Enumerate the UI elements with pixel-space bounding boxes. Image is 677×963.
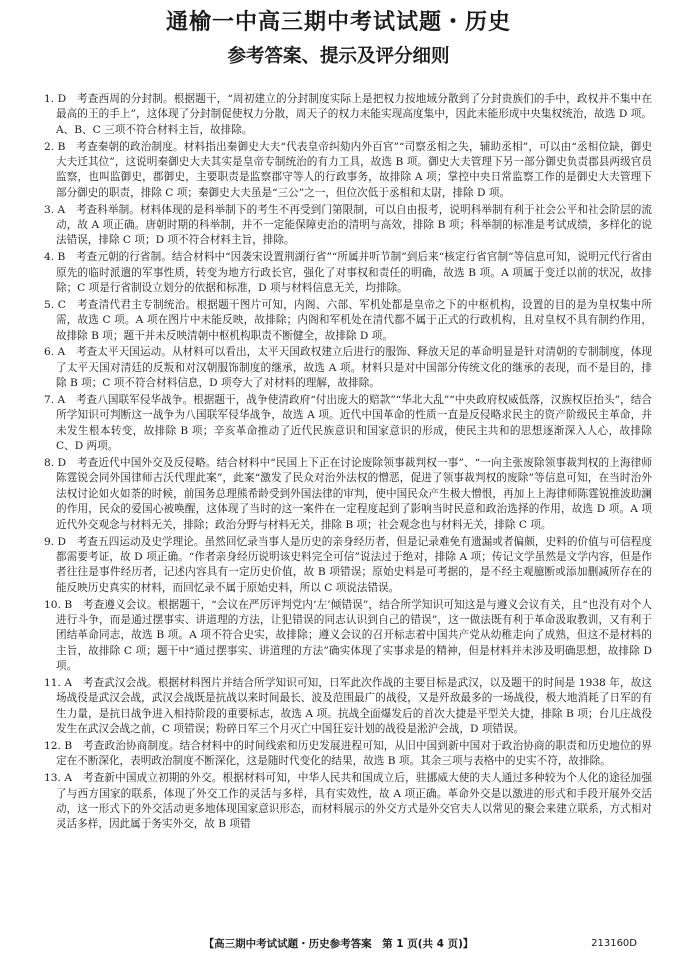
footer-exam-code: 213160D bbox=[591, 938, 637, 949]
footer-page-info: 【高三期中考试试题・历史参考答案 第 1 页(共 4 页)】 bbox=[203, 938, 474, 950]
answer-item-3: 3. A 考查科举制。材料体现的是科举制下的考生不再受到门第限制，可以自由报考，说明科举制有利于社会公平和社会阶层的流动，故 A 项正确。唐朝时期的科举制，并不一定能保障吏治的清明与高效，排除 B 项；科举制的标准是考试成绩，多样化的说法错误，排除 C 项；D 项不符合材料主旨，排除。 bbox=[44, 203, 652, 247]
answers-body bbox=[44, 92, 652, 834]
page-footer bbox=[0, 936, 677, 952]
page-title: 通榆一中高三期中考试试题・历史 bbox=[165, 10, 511, 35]
answer-item-2: 2. B 考查秦朝的政治制度。材料指出秦御史大夫“代表皇帝纠劾内外百官”“司察丞相之失，辅助丞相”，可以由“丞相位缺，御史大夫迁其位”，这说明秦御史大夫其实是皇帝专制统治的有力工具，故选 B 项。御史大夫管理下另一部分御史负责郡县两级官员监察，也叫监御史，郡御史，主要职责是监察郡守等人的行政事务，故排除 A 项；掌控中央日常监察工作的是御史大夫管理下部分御史的职责，排除 C 项；秦御史大夫虽是“三公”之一，但位次低于丞相和太尉，排除 D 项。 bbox=[44, 140, 652, 199]
answer-item-7: 7. A 考查八国联军侵华战争。根据题干，战争使清政府“付出庞大的赔款”“华北大乱”“中央政府权威低落，汉族权臣抬头”，结合所学知识可判断这一战争为八国联军侵华战争，故选 A 项。近代中国革命的性质一直是反侵略求民主的资产阶级民主革命，并未发生根本转变，故排除 B 项；辛亥革命推动了近代民族意识和国家意识的形成，使民主共和的思想逐渐深入人心，故排除 C、D 两项。 bbox=[44, 394, 652, 453]
answer-item-8: 8. D 考查近代中国外交及反侵略。结合材料中“民国上下正在讨论废除领事裁判权一事”、“一向主张废除领事裁判权的上海律师陈霆锐会同外国律师古沃代理此案”，此案“激发了民众对治外法权的憎恶，促进了领事裁判权的废除”等信息可知，在当时治外法权讨论如火如荼的时候，前国务总理熊希龄受到外国法律的审判，使中国民众产生极大憎恨，再加上上海律师陈霆锐推波助澜的作用，民众的爱国心被唤醒，这体现了当时的这一案件在一定程度起到了影响当时民意和政治选择的作用，故选 D 项。A 项近代外交观念与材料无关，排除；政治分野与材料无关，排除 B 项；社会观念也与材料无关，排除 C 项。 bbox=[44, 457, 652, 531]
answer-item-6: 6. A 考查太平天国运动。从材料可以看出，太平天国政权建立后进行的服饰、释放天足的革命明显是针对清朝的专制制度，体现了太平天国对清廷的反叛和对汉朝服饰制度的继承，故选 A 项。材料只是对中国部分传统文化的继承的表现，而不是目的，排除 B 项；C 项不符合材料信息，D 项夸大了对材料的理解，故排除。 bbox=[44, 346, 652, 390]
answer-item-13: 13. A 考查新中国成立初期的外交。根据材料可知，中华人民共和国成立后，驻挪威大使的夫人通过多种较为个人化的途径加强了与西方国家的联系，体现了外交工作的灵活与多样，具有实效性，故 A 项正确。革命外交是以激进的形式和手段开展外交活动，这一形式下的外交活动更多地体现国家意识形态，而材料展示的外交方式是外交官夫人以常见的聚会来建立联系，方式相对灵活多样，因此属于务实外交，故 B 项错 bbox=[44, 772, 652, 831]
answer-item-12: 12. B 考查政治协商制度。结合材料中的时间线索和历史发展进程可知，从旧中国到新中国对于政治协商的职责和历史地位的界定在不断深化，表明政治制度不断深化，这是随时代变化的结果，故选 B 项。其余三项与表格中的史实不符，故排除。 bbox=[44, 739, 652, 768]
answer-item-9: 9. D 考查五四运动及史学理论。虽然回忆录当事人是历史的亲身经历者，但是记录难免有遗漏或者偏颇，史料的价值与可信程度都需要考证，故 D 项正确。“作者亲身经历说明该史料完全可信”说法过于绝对，排除 A 项；传记文学虽然是文学内容，但是作者往往是事件经历者，记述内容具有一定历史价值，故 B 项错误；原始史料是可考据的，是不经主观臆断或添加删减所存在的能反映历史真实的材料，而回忆录不属于原始史料，所以 C 项说法错误。 bbox=[44, 535, 652, 594]
answer-item-5: 5. C 考查清代君主专制统治。根据题干图片可知，内阁、六部、军机处都是皇帝之下的中枢机构，设置的目的是为皇权集中所需，故选 C 项。A 项在图片中未能反映，故排除；内阁和军机处在清代都不属于正式的行政机构，且对皇权不具有制约作用，故排除 B 项；题干并未反映清朝中枢机构职责不断健全，故排除 D 项。 bbox=[44, 298, 652, 342]
page-subtitle: 参考答案、提示及评分细则 bbox=[227, 46, 450, 67]
answer-item-10: 10. B 考查遵义会议。根据题干，“会议在严厉评判党内‘左’倾错误”，结合所学知识可知这是与遵义会议有关，且“也没有对个人进行斗争，而是通过摆事实、讲道理的方法，让犯错误的同志认识到自己的错误”，这一做法既有利于革命汲取教训，又有利于团结革命同志，故选 B 项。A 项不符合史实，故排除；遵义会议的召开标志着中国共产党从幼稚走向了成熟，但这不是材料的主旨，故排除 C 项；题干中“通过摆事实、讲道理的方法”确实体现了实事求是的精神，但是材料并未涉及明确思想，故排除 D 项。 bbox=[44, 598, 652, 673]
answer-item-11: 11. A 考查武汉会战。根据材料图片并结合所学知识可知，日军此次作战的主要目标是武汉，以及题干的时间是 1938 年，故这场战役是武汉会战，武汉会战既是抗战以来时间最长、波及范围最广的战役，又是歼敌最多的一场战役，极大地消耗了日军的有生力量，是抗日战争进入相持阶段的重要标志，故选 A 项。抗战全面爆发后的首次大捷是平型关大捷，排除 B 项；台儿庄战役发生在武汉会战之前，C 项错误；粉碎日军三个月灭亡中国狂妄计划的战役是淞沪会战，D 项错误。 bbox=[44, 676, 652, 736]
answer-item-1: 1. D 考查西周的分封制。根据题干，“周初建立的分封制度实际上是把权力按地域分散到了分封贵族们的手中，政权并不集中在最高的王的手上”，这体现了分封制促使权力分散，周天子的权力未能实现高度集中，因此未能形成中央集权统治，故选 D 项。A、B、C 三项不符合材料主旨，故排除。 bbox=[44, 93, 652, 136]
answer-item-4: 4. B 考查元朝的行省制。结合材料中“因袭宋设置荆湖行省”“所属并听节制”到后来“核定行省官制”等信息可知，说明元代行省由原先的临时派遣的军事性质，转变为地方行政长官，强化了对事权和责任的明确，故选 B 项。A 项属于变迁以前的状况，故排除；C 项是行省制设立划分的依据和标准，D 项与材料信息无关，均排除。 bbox=[44, 251, 652, 295]
